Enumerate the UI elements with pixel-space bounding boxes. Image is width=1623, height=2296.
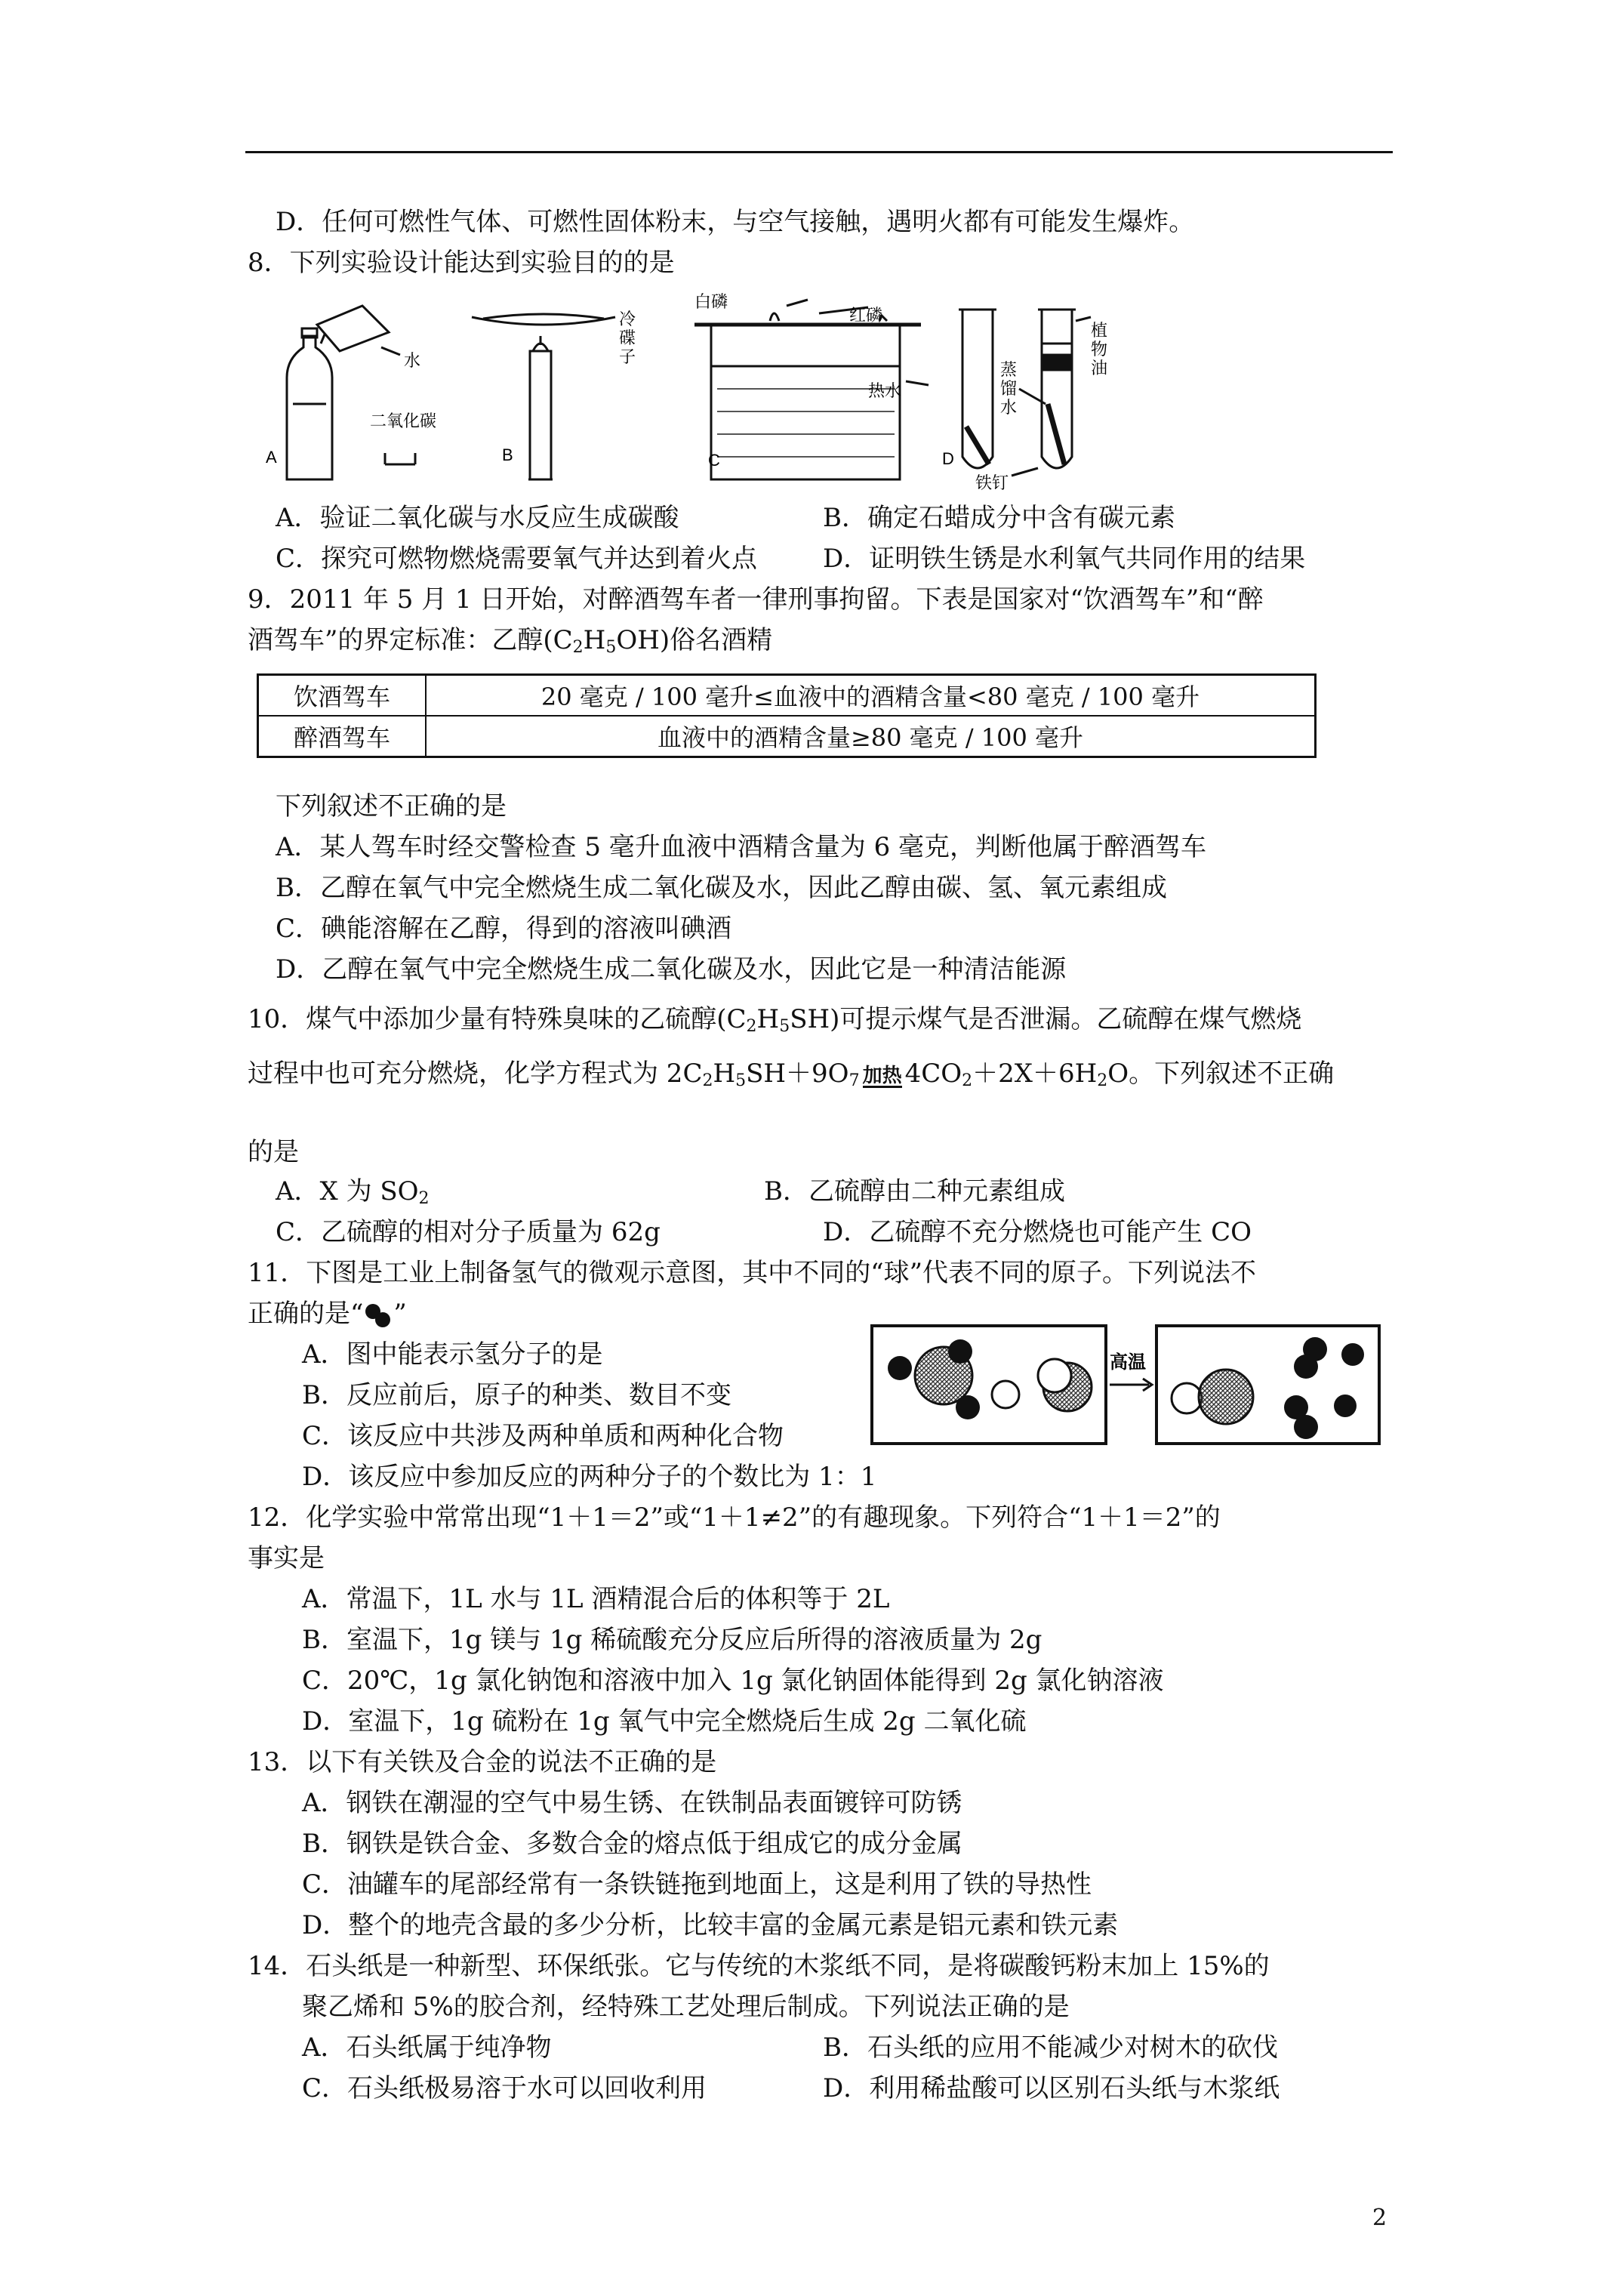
header-rule <box>245 151 1393 153</box>
reaction-diagram <box>870 1323 1383 1448</box>
q10-stem-line2: 过程中也可充分燃烧，化学方程式为 $2C_2H_5SH+9O_7$ 加热 $4CO_2+2X+6H_2O$。下列叙述不正确 <box>248 1059 1335 1090</box>
fig-a-co2: 二氧化碳 <box>370 412 437 431</box>
fig-a-letter: A <box>266 448 277 467</box>
q11-option-c: C．该反应中共涉及两种单质和两种化合物 <box>302 1421 784 1451</box>
q10-option-a: A．X 为 $SO_2$ <box>276 1176 430 1208</box>
q8-option-a: A．验证二氧化碳与水反应生成碳酸 <box>276 503 679 533</box>
q13-option-b: B．钢铁是铁合金、多数合金的熔点低于组成它的成分金属 <box>302 1829 962 1859</box>
q14-option-c: C．石头纸极易溶于水可以回收利用 <box>302 2073 707 2103</box>
table-cell-label: 饮酒驾车 <box>258 675 427 717</box>
q9-option-c: C．碘能溶解在乙醇，得到的溶液叫碘酒 <box>276 914 732 944</box>
q11-stem-line2: 正确的是“ ” <box>248 1299 407 1329</box>
q14-stem-line1: 14．石头纸是一种新型、环保纸张。它与传统的木浆纸不同，是将碳酸钙粉末加上 15%的 <box>248 1951 1270 1981</box>
drink-driving-table <box>257 673 1317 758</box>
q13-stem: 13．以下有关铁及合金的说法不正确的是 <box>248 1747 717 1777</box>
q14-option-d: D．利用稀盐酸可以区别石头纸与木浆纸 <box>823 2073 1280 2103</box>
q8-option-d: D．证明铁生锈是水利氧气共同作用的结果 <box>823 544 1306 574</box>
arrow-label: 高温 <box>1110 1351 1146 1373</box>
q7-option-d: D．任何可燃性气体、可燃性固体粉末，与空气接触，遇明火都有可能发生爆炸。 <box>276 207 1195 237</box>
q9-question: 下列叙述不正确的是 <box>276 791 507 821</box>
fig-d-nail: 铁钉 <box>975 474 1009 491</box>
fig-d-oil: 植物油 <box>1091 322 1108 378</box>
q10-stem-line3: 的是 <box>248 1137 299 1167</box>
table-cell-label: 醉酒驾车 <box>258 716 427 757</box>
q12-option-b: B．室温下，1g 镁与 1g 稀硫酸充分反应后所得的溶液质量为 2g <box>302 1625 1042 1655</box>
fig-d-letter: D <box>942 449 954 468</box>
table-cell-value: 血液中的酒精含量≥80 毫克 / 100 毫升 <box>426 716 1316 757</box>
q8-option-c: C．探究可燃物燃烧需要氧气并达到着火点 <box>276 544 758 574</box>
q11-option-a: A．图中能表示氢分子的是 <box>302 1339 603 1370</box>
fig-a-water: 水 <box>404 352 421 371</box>
fig-c-letter: C <box>708 451 720 470</box>
table-row <box>258 716 1316 757</box>
q14-option-a: A．石头纸属于纯净物 <box>302 2032 552 2063</box>
q8-option-b: B．确定石蜡成分中含有碳元素 <box>823 503 1175 533</box>
q11-option-b: B．反应前后，原子的种类、数目不变 <box>302 1380 731 1410</box>
fig-b-letter: B <box>502 445 513 464</box>
q13-option-c: C．油罐车的尾部经常有一条铁链拖到地面上，这是利用了铁的导热性 <box>302 1869 1092 1900</box>
q13-option-a: A．钢铁在潮湿的空气中易生锈、在铁制品表面镀锌可防锈 <box>302 1788 962 1818</box>
q11-option-d: D．该反应中参加反应的两种分子的个数比为 1：1 <box>302 1462 877 1492</box>
table-row <box>258 675 1316 717</box>
q12-stem-line1: 12．化学实验中常常出现“1＋1＝2”或“1＋1≠2”的有趣现象。下列符合“1＋1＝2”的 <box>248 1502 1221 1533</box>
q13-option-d: D．整个的地壳含最的多少分析，比较丰富的金属元素是铝元素和铁元素 <box>302 1910 1119 1940</box>
q10-option-b: B．乙硫醇由二种元素组成 <box>764 1176 1065 1207</box>
q9-option-d: D．乙醇在氧气中完全燃烧生成二氧化碳及水，因此它是一种清洁能源 <box>276 954 1067 985</box>
fig-b-dish: 冷碟子 <box>619 310 636 367</box>
q11-stem-line1: 11．下图是工业上制备氢气的微观示意图，其中不同的“球”代表不同的原子。下列说法不 <box>248 1258 1257 1288</box>
q10-option-d: D．乙硫醇不充分燃烧也可能产生 CO <box>823 1217 1252 1247</box>
q12-option-a: A．常温下，1L 水与 1L 酒精混合后的体积等于 2L <box>302 1584 890 1614</box>
q10-stem-line1: 10．煤气中添加少量有特殊臭味的乙硫醇$(C_2H_5SH)$可提示煤气是否泄漏。乙硫醇在煤气燃烧 <box>248 1004 1302 1036</box>
q12-option-c: C．20℃，1g 氯化钠饱和溶液中加入 1g 氯化钠固体能得到 2g 氯化钠溶液 <box>302 1666 1164 1696</box>
q14-stem-line2: 聚乙烯和 5%的胶合剂，经特殊工艺处理后制成。下列说法正确的是 <box>302 1992 1070 2022</box>
reaction-condition: 加热 <box>862 1065 902 1087</box>
q8-stem: 8．下列实验设计能达到实验目的的是 <box>248 248 675 278</box>
q12-option-d: D．室温下，1g 硫粉在 1g 氧气中完全燃烧后生成 2g 二氧化硫 <box>302 1706 1027 1737</box>
q9-stem-line1: 9．2011 年 5 月 1 日开始，对醉酒驾车者一律刑事拘留。下表是国家对“饮酒驾车”和“醉 <box>248 584 1264 615</box>
q9-option-a: A．某人驾车时经交警检查 5 毫升血液中酒精含量为 6 毫克，判断他属于醉酒驾车 <box>276 832 1207 862</box>
q10-option-c: C．乙硫醇的相对分子质量为 62g <box>276 1217 661 1247</box>
fig-c-red-p: 红磷 <box>849 307 883 325</box>
table-cell-value: 20 毫克 / 100 毫升≤血液中的酒精含量<80 毫克 / 100 毫升 <box>426 675 1316 717</box>
q9-option-b: B．乙醇在氧气中完全燃烧生成二氧化碳及水，因此乙醇由碳、氢、氧元素组成 <box>276 873 1167 903</box>
q14-option-b: B．石头纸的应用不能减少对树木的砍伐 <box>823 2032 1278 2063</box>
fig-c-white-p: 白磷 <box>694 293 728 312</box>
right-molecules <box>1172 1337 1364 1439</box>
page-number: 2 <box>1372 2205 1387 2231</box>
left-molecules <box>888 1339 1092 1419</box>
fig-d-distilled: 蒸馏水 <box>1000 361 1018 418</box>
fig-c-hot-water: 热水 <box>868 382 902 401</box>
q8-figure <box>249 291 1381 491</box>
atom-pair-icon <box>363 1302 393 1329</box>
q9-stem-line2: 酒驾车”的界定标准：乙醇$(C_2H_5OH)$俗名酒精 <box>248 625 773 657</box>
q12-stem-line2: 事实是 <box>248 1543 325 1573</box>
